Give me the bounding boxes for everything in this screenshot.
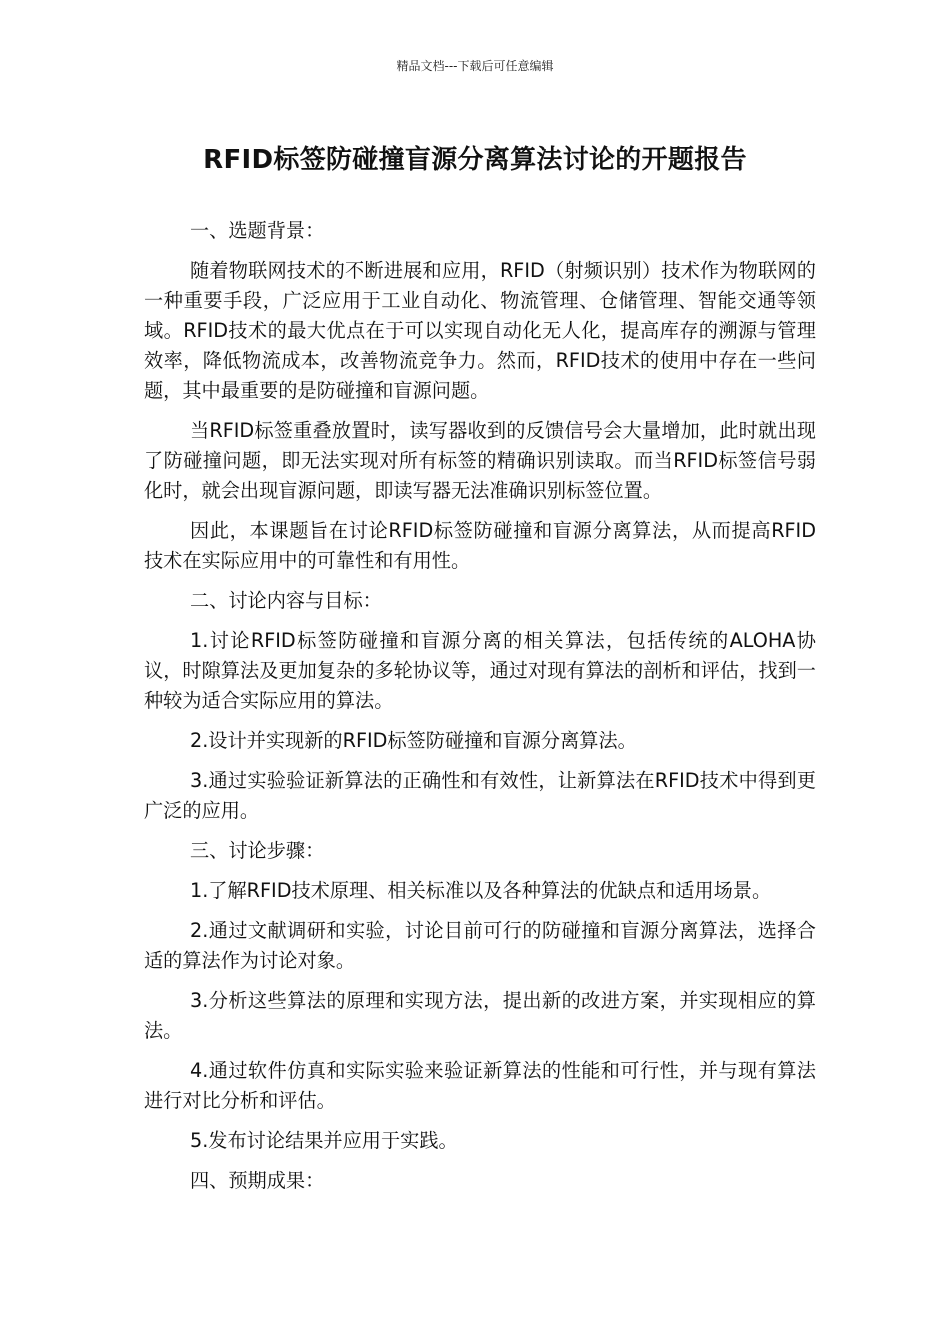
list-item: 3.通过实验验证新算法的正确性和有效性，让新算法在RFID技术中得到更广泛的应用。 [144, 769, 816, 822]
list-item: 2.设计并实现新的RFID标签防碰撞和盲源分离算法。 [190, 729, 637, 752]
list-item: 1.了解RFID技术原理、相关标准以及各种算法的优缺点和适用场景。 [190, 879, 772, 902]
section-heading-outcomes: 四、预期成果： [190, 1169, 325, 1192]
list-item: 2.通过文献调研和实验，讨论目前可行的防碰撞和盲源分离算法，选择合适的算法作为讨论对象。 [144, 919, 816, 972]
list-item: 5.发布讨论结果并应用于实践。 [190, 1129, 458, 1152]
section-heading-steps: 三、讨论步骤： [190, 839, 325, 862]
section-heading-goals: 二、讨论内容与目标： [190, 589, 382, 612]
document-title: RFID标签防碰撞盲源分离算法讨论的开题报告 [203, 145, 747, 175]
document-body [144, 216, 816, 1206]
paragraph: 当RFID标签重叠放置时，读写器收到的反馈信号会大量增加，此时就出现了防碰撞问题，即无法实现对所有标签的精确识别读取。而当RFID标签信号弱化时，就会出现盲源问题，即读写器无法准确识别标签位置。 [144, 419, 816, 502]
list-item: 4.通过软件仿真和实际实验来验证新算法的性能和可行性，并与现有算法进行对比分析和评估。 [144, 1059, 816, 1112]
paragraph: 随着物联网技术的不断进展和应用，RFID（射频识别）技术作为物联网的一种重要手段，广泛应用于工业自动化、物流管理、仓储管理、智能交通等领域。RFID技术的最大优点在于可以实现自动化无人化，提高库存的溯源与管理效率，降低物流成本，改善物流竞争力。然而，RFID技术的使用中存在一些问题，其中最重要的是防碰撞和盲源问题。 [144, 259, 816, 402]
section-heading-background: 一、选题背景： [190, 219, 325, 242]
paragraph: 因此，本课题旨在讨论RFID标签防碰撞和盲源分离算法，从而提高RFID技术在实际应用中的可靠性和有用性。 [144, 519, 816, 572]
list-item: 1.讨论RFID标签防碰撞和盲源分离的相关算法，包括传统的ALOHA协议，时隙算法及更加复杂的多轮协议等，通过对现有算法的剖析和评估，找到一种较为适合实际应用的算法。 [144, 629, 816, 712]
header-note: 精品文档---下载后可任意编辑 [396, 59, 554, 73]
list-item: 3.分析这些算法的原理和实现方法，提出新的改进方案，并实现相应的算法。 [144, 989, 816, 1042]
